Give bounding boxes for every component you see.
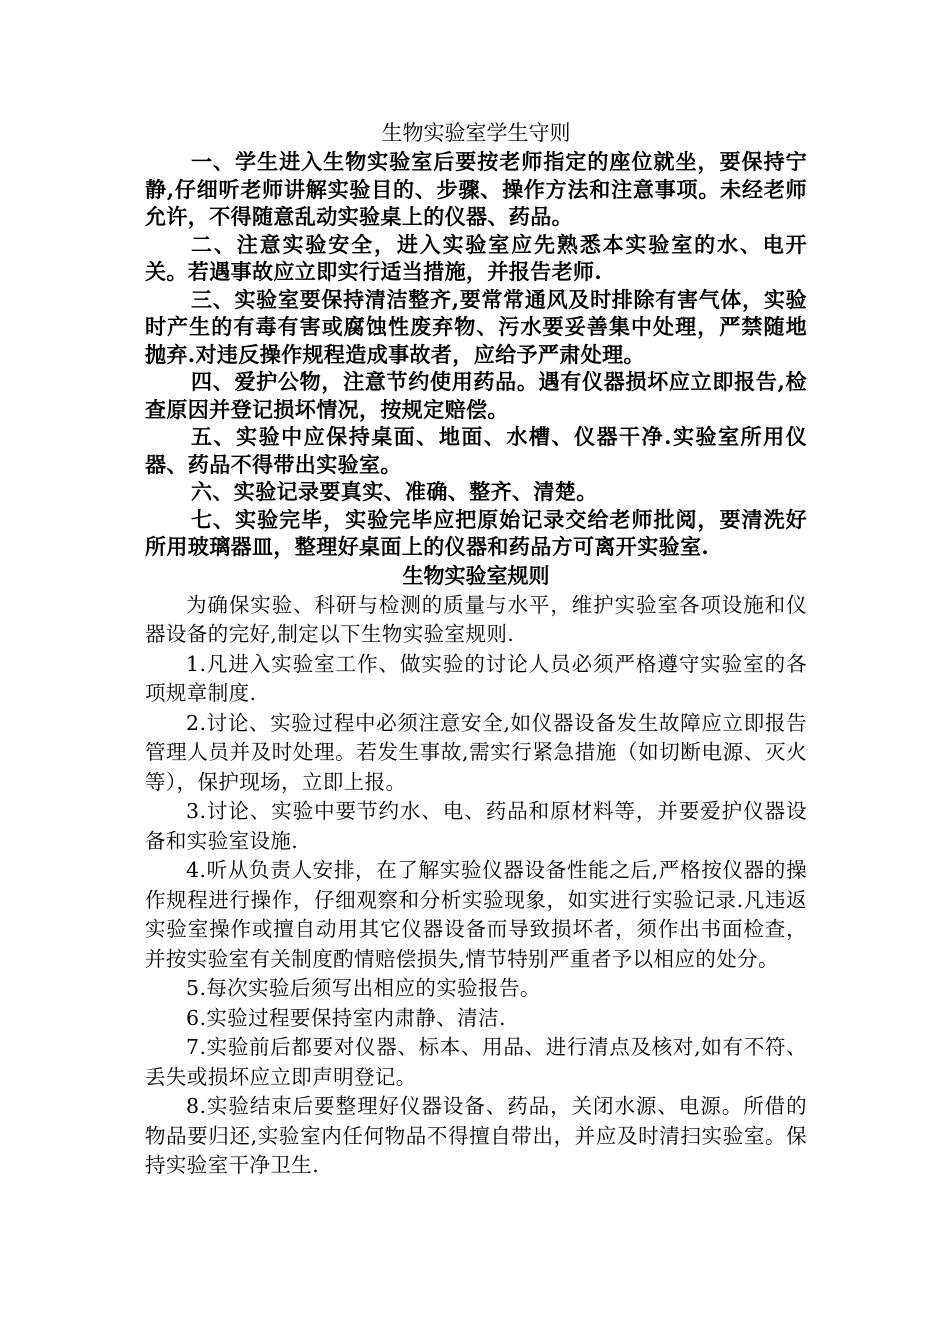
lab-rules-intro: 为确保实验、科研与检测的质量与水平，维护实验室各项设施和仪器设备的完好,制定以下生物实验室规则. [145, 592, 807, 646]
lab-rule-4: 4.听从负责人安排，在了解实验仪器设备性能之后,严格按仪器的操作规程进行操作，仔细观察和分析实验现象，如实进行实验记录.凡违返实验室操作或擅自动用其它仪器设备而导致损坏者，须作出书面检查，并按实验室有关制度酌情赔偿损失,情节特别严重者予以相应的处分。 [145, 858, 807, 971]
student-rule-3: 三、实验室要保持清洁整齐,要常常通风及时排除有害气体，实验时产生的有毒有害或腐蚀性废弃物、污水要妥善集中处理，严禁随地抛弃.对违反操作规程造成事故者，应给予严肃处理。 [145, 286, 807, 367]
student-rule-4: 四、爱护公物，注意节约使用药品。遇有仪器损坏应立即报告,检查原因并登记损坏情况，按规定赔偿。 [145, 369, 807, 422]
lab-rule-6: 6.实验过程要保持室内肃静、清洁. [186, 1005, 506, 1030]
lab-rule-8: 8.实验结束后要整理好仪器设备、药品，关闭水源、电源。所借的物品要归还,实验室内任何物品不得擅自带出，并应及时清扫实验室。保持实验室干净卫生. [145, 1094, 807, 1177]
student-rule-7: 七、实验完毕，实验完毕应把原始记录交给老师批阅，要清洗好所用玻璃器皿，整理好桌面上的仪器和药品方可离开实验室. [145, 506, 807, 559]
lab-rule-1: 1.凡进入实验室工作、做实验的讨论人员必须严格遵守实验室的各项规章制度. [145, 651, 807, 705]
lab-rule-5: 5.每次实验后须写出相应的实验报告。 [186, 976, 541, 1000]
student-rule-1: 一、学生进入生物实验室后要按老师指定的座位就坐，要保持宁静,仔细听老师讲解实验目的、步骤、操作方法和注意事项。未经老师允许，不得随意乱动实验桌上的仪器、药品。 [145, 149, 807, 229]
student-rules-title: 生物实验室学生守则 [381, 121, 571, 145]
student-rule-6: 六、实验记录要真实、准确、整齐、清楚。 [191, 479, 598, 504]
student-rule-2: 二、注意实验安全，进入实验室应先熟悉本实验室的水、电开关。若遇事故应立即实行适当措施，并报告老师. [145, 231, 807, 284]
lab-rules-title: 生物实验室规则 [402, 562, 550, 588]
document-body [145, 118, 807, 1181]
lab-rule-3: 3.讨论、实验中要节约水、电、药品和原材料等，并要爱护仪器设备和实验室设施. [145, 799, 807, 853]
lab-rule-7: 7.实验前后都要对仪器、标本、用品、进行清点及核对,如有不符、丢失或损坏应立即声明登记。 [145, 1035, 807, 1089]
student-rule-5: 五、实验中应保持桌面、地面、水槽、仪器干净.实验室所用仪器、药品不得带出实验室。 [145, 424, 807, 477]
lab-rule-2: 2.讨论、实验过程中必须注意安全,如仪器设备发生故障应立即报告管理人员并及时处理。若发生事故,需实行紧急措施（如切断电源、灭火等），保护现场，立即上报。 [145, 710, 807, 794]
